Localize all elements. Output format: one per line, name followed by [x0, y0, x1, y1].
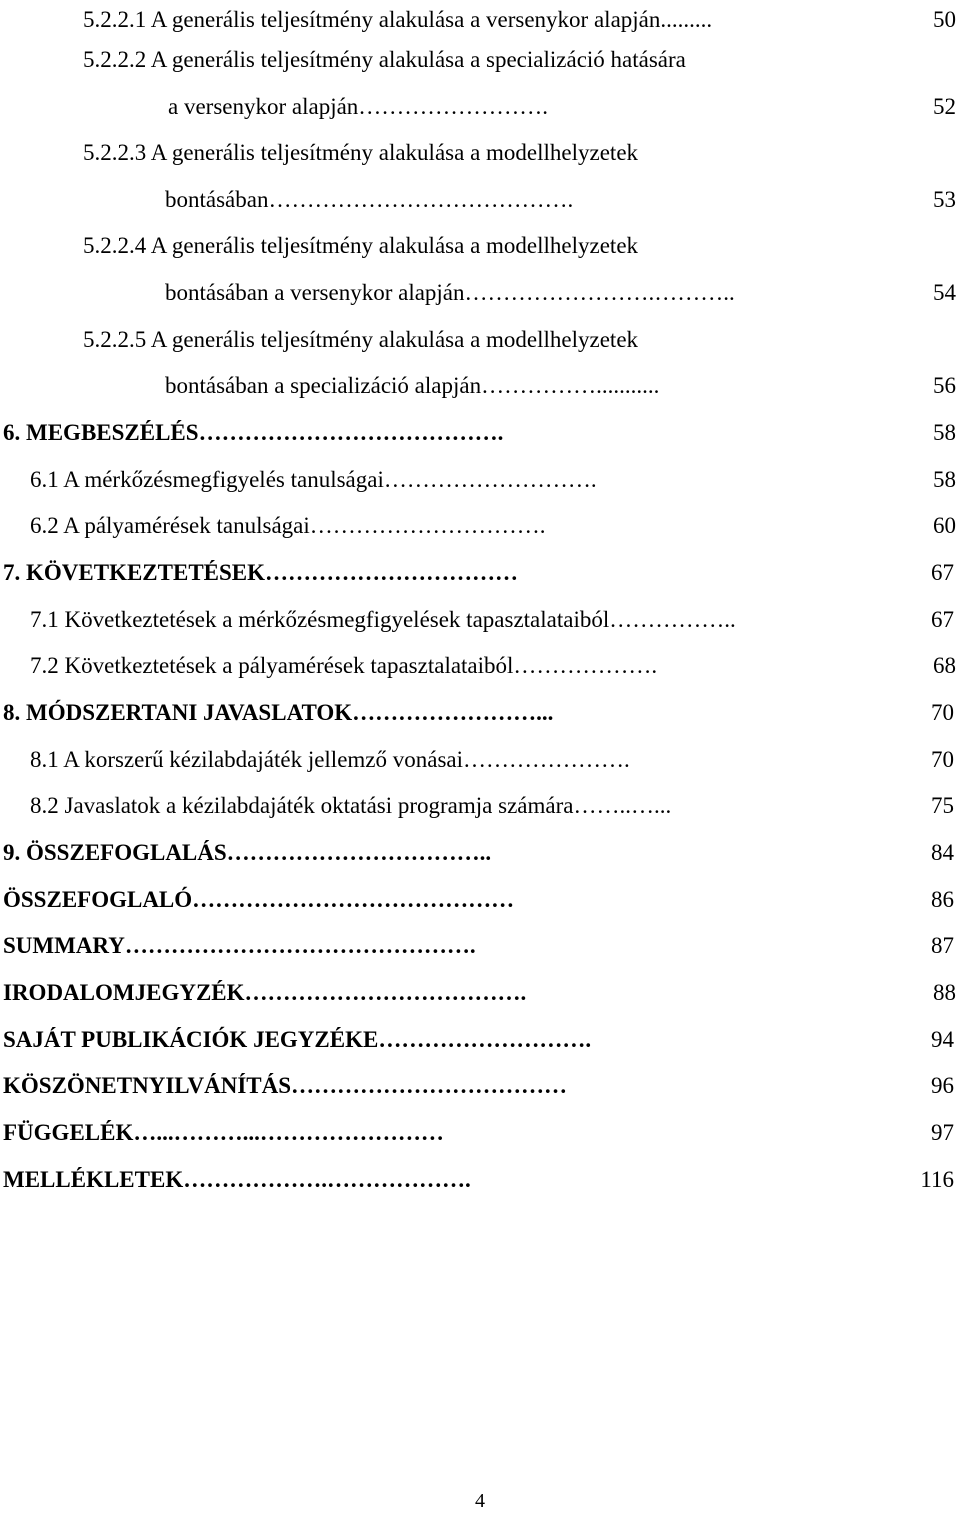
- toc-entry: [0, 600, 960, 640]
- toc-entry-title: a versenykor alapján…………………….: [168, 94, 549, 119]
- toc-entry-page: 86: [931, 887, 954, 912]
- toc-entry-page: 116: [920, 1167, 954, 1192]
- toc-entry: [0, 320, 960, 360]
- toc-entry-page: 68: [933, 653, 956, 678]
- toc-entry-page: 70: [931, 700, 954, 725]
- toc-entry-title: 7. KÖVETKEZTETÉSEK……………………………: [3, 560, 519, 585]
- toc-entry-title: bontásában a versenykor alapján…………………….………..: [165, 280, 735, 305]
- toc-entry-title: 9. ÖSSZEFOGLALÁS……………………………..: [3, 840, 492, 865]
- toc-entry: [0, 740, 960, 780]
- toc-entry: [0, 1160, 960, 1200]
- toc-entry-title: KÖSZÖNETNYILVÁNÍTÁS………………………………: [3, 1073, 568, 1098]
- toc-entry-title: FÜGGELÉK…...………...……………………: [3, 1120, 444, 1145]
- toc-entry-page: 58: [933, 420, 956, 445]
- toc-entry-page: 97: [931, 1120, 954, 1145]
- toc-entry: [0, 880, 960, 920]
- toc-entry-page: 54: [933, 280, 956, 305]
- toc-entry-title: 7.2 Következtetések a pályamérések tapasztalataiból……………….: [30, 653, 658, 678]
- toc-entry-title: 8. MÓDSZERTANI JAVASLATOK……………………...: [3, 700, 554, 725]
- toc-entry: [0, 833, 960, 873]
- toc-entry: [0, 133, 960, 173]
- toc-entry-title: 5.2.2.4 A generális teljesítmény alakulása a modellhelyzetek: [83, 233, 639, 258]
- toc-entry-page: 87: [931, 933, 954, 958]
- toc-entry-title: 7.1 Következtetések a mérkőzésmegfigyelések tapasztalataiból……………..: [30, 607, 736, 632]
- toc-entry: [0, 180, 960, 220]
- toc-entry-title: 5.2.2.3 A generális teljesítmény alakulása a modellhelyzetek: [83, 140, 639, 165]
- toc-entry-page: 52: [933, 94, 956, 119]
- toc-entry-page: 84: [931, 840, 954, 865]
- toc-entry: [0, 973, 960, 1013]
- page-number: 4: [475, 1490, 485, 1512]
- toc-entry: [0, 40, 960, 80]
- toc-entry: [0, 460, 960, 500]
- toc-entry-page: 67: [931, 560, 954, 585]
- toc-entry-title: 6. MEGBESZÉLÉS………………………………….: [3, 420, 504, 445]
- toc-entry: [0, 413, 960, 453]
- toc-entry-title: IRODALOMJEGYZÉK……………………………….: [3, 980, 527, 1005]
- toc-entry: [0, 693, 960, 733]
- toc-entry-title: 6.2 A pályamérések tanulságai………………………….: [30, 513, 546, 538]
- toc-entry: [0, 366, 960, 406]
- toc-entry: [0, 553, 960, 593]
- toc-entry-page: 58: [933, 467, 956, 492]
- toc-entry-page: 56: [933, 373, 956, 398]
- toc-entry: [0, 1020, 960, 1060]
- toc-entry-title: 5.2.2.2 A generális teljesítmény alakulása a specializáció hatására: [83, 47, 686, 72]
- toc-entry-title: SUMMARY……………………………………….: [3, 933, 476, 958]
- toc-entry: [0, 87, 960, 127]
- toc-entry-title: 8.1 A korszerű kézilabdajáték jellemző vonásai………………….: [30, 747, 630, 772]
- toc-entry-title: 5.2.2.5 A generális teljesítmény alakulása a modellhelyzetek: [83, 327, 639, 352]
- toc-entry-page: 70: [931, 747, 954, 772]
- toc-entry-page: 53: [933, 187, 956, 212]
- toc-entry-page: 75: [931, 793, 954, 818]
- toc-entry: [0, 1066, 960, 1106]
- toc-entry: [0, 786, 960, 826]
- toc-entry: [0, 926, 960, 966]
- toc-entry-page: 50: [933, 7, 956, 32]
- toc-entry-title: ÖSSZEFOGLALÓ……………………………………: [3, 887, 515, 912]
- toc-entry-page: 60: [933, 513, 956, 538]
- toc-entry-page: 67: [931, 607, 954, 632]
- toc-entry-title: 6.1 A mérkőzésmegfigyelés tanulságai……………………….: [30, 467, 597, 492]
- toc-entry: [0, 0, 960, 40]
- toc-entry-title: 8.2 Javaslatok a kézilabdajáték oktatási programja számára……..…...: [30, 793, 672, 818]
- toc-entry-title: 5.2.2.1 A generális teljesítmény alakulása a versenykor alapján.........: [83, 7, 713, 32]
- toc-entry-title: SAJÁT PUBLIKÁCIÓK JEGYZÉKE……………………….: [3, 1027, 592, 1052]
- toc-entry-title: bontásában a specializáció alapján……………...........: [165, 373, 660, 398]
- toc-entry-page: 88: [933, 980, 956, 1005]
- toc-entry-page: 94: [931, 1027, 954, 1052]
- toc-entry: [0, 226, 960, 266]
- toc-entry: [0, 1113, 960, 1153]
- toc-entry-title: MELLÉKLETEK……………….……………….: [3, 1167, 471, 1192]
- toc-entry-page: 96: [931, 1073, 954, 1098]
- toc-entry: [0, 506, 960, 546]
- toc-entry: [0, 646, 960, 686]
- toc-entry-title: bontásában………………………………….: [165, 187, 574, 212]
- toc-entry: [0, 273, 960, 313]
